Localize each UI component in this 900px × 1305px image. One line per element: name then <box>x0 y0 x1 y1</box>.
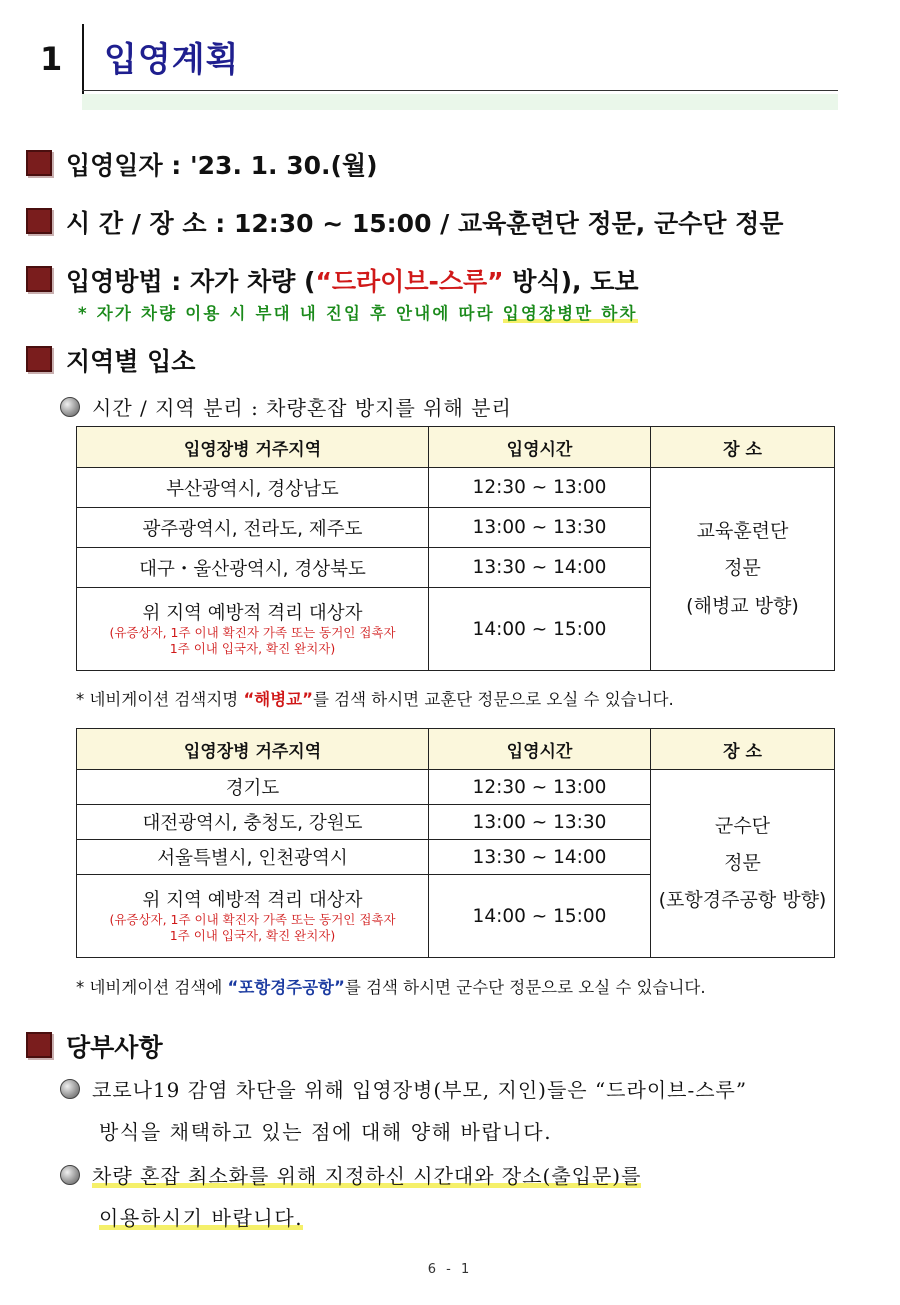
location-line-2: 정문 <box>724 851 761 874</box>
entry-table-1 <box>76 426 835 671</box>
region-title: 지역별 입소 <box>66 347 196 376</box>
item-region <box>26 342 195 378</box>
square-bullet-icon <box>26 208 52 234</box>
method-text: 입영방법 : 자가 차량 ( <box>66 267 316 296</box>
section-number: 1 <box>40 40 63 78</box>
item-notice <box>26 1028 163 1064</box>
region-cell: 광주광역시, 전라도, 제주도 <box>77 508 429 548</box>
table-header-row <box>77 729 835 770</box>
header-rule <box>82 90 838 91</box>
time-cell: 13:30 ~ 14:00 <box>429 548 651 588</box>
header-time: 입영시간 <box>429 729 651 770</box>
section-header <box>26 22 838 112</box>
footnote-2-pre: * 네비게이션 검색에 <box>76 978 228 997</box>
isolation-note-1: (유증상자, 1주 이내 확진자 가족 또는 동거인 접촉자 <box>109 911 396 927</box>
square-bullet-icon <box>26 1032 52 1058</box>
isolation-label: 위 지역 예방적 격리 대상자 <box>142 889 363 911</box>
notice-paragraph-2 <box>60 1160 641 1189</box>
footnote-1-keyword: “해병교” <box>243 690 313 709</box>
region-subtitle <box>60 392 512 421</box>
notice-paragraph-1 <box>60 1074 747 1103</box>
vehicle-note-highlight: 입영장병만 하차 <box>502 304 638 323</box>
location-line-2: 정문 <box>724 557 761 580</box>
circle-bullet-icon <box>60 397 80 417</box>
section-title: 입영계획 <box>104 40 240 80</box>
header-band <box>82 94 838 110</box>
region-cell: 경기도 <box>77 770 429 805</box>
table-row <box>77 770 835 805</box>
region-cell <box>77 875 429 958</box>
square-bullet-icon <box>26 346 52 372</box>
isolation-label: 위 지역 예방적 격리 대상자 <box>142 602 363 624</box>
time-place-text: 시 간 / 장 소 : 12:30 ~ 15:00 / 교육훈련단 정문, 군수단 정문 <box>66 209 784 238</box>
table-row <box>77 468 835 508</box>
time-cell: 13:00 ~ 13:30 <box>429 805 651 840</box>
header-location: 장 소 <box>651 729 835 770</box>
time-cell: 12:30 ~ 13:00 <box>429 770 651 805</box>
square-bullet-icon <box>26 150 52 176</box>
notice-p2-line2-wrap <box>99 1202 303 1231</box>
entry-table-2 <box>76 728 835 958</box>
region-cell: 부산광역시, 경상남도 <box>77 468 429 508</box>
table-header-row <box>77 427 835 468</box>
footnote-1 <box>76 686 674 710</box>
page-number: 6 - 1 <box>427 1262 473 1277</box>
item-date <box>26 146 378 182</box>
location-cell <box>651 770 835 958</box>
method-text-tail: 방식), 도보 <box>503 267 639 296</box>
notice-p1-line1: 코로나19 감염 차단을 위해 입영장병(부모, 지인)들은 “드라이브-스루” <box>92 1078 748 1102</box>
header-time: 입영시간 <box>429 427 651 468</box>
region-cell <box>77 588 429 671</box>
footnote-1-post: 를 검색 하시면 교훈단 정문으로 오실 수 있습니다. <box>312 690 674 709</box>
notice-p2-line2: 이용하시기 바랍니다. <box>99 1206 304 1230</box>
item-method <box>26 262 639 298</box>
circle-bullet-icon <box>60 1079 80 1099</box>
footnote-2-post: 를 검색 하시면 군수단 정문으로 오실 수 있습니다. <box>344 978 706 997</box>
header-region: 입영장병 거주지역 <box>77 427 429 468</box>
isolation-note-2: 1주 이내 입국자, 확진 완치자) <box>169 927 336 943</box>
time-cell: 14:00 ~ 15:00 <box>429 588 651 671</box>
footnote-2 <box>76 974 706 998</box>
notice-p1-line2: 방식을 채택하고 있는 점에 대해 양해 바랍니다. <box>99 1120 553 1144</box>
time-cell: 14:00 ~ 15:00 <box>429 875 651 958</box>
header-region: 입영장병 거주지역 <box>77 729 429 770</box>
location-line-3: (포항경주공항 방향) <box>658 889 827 912</box>
location-cell <box>651 468 835 671</box>
region-cell: 대전광역시, 충청도, 강원도 <box>77 805 429 840</box>
square-bullet-icon <box>26 266 52 292</box>
location-line-3: (해병교 방향) <box>686 594 799 617</box>
footnote-1-pre: * 네비게이션 검색지명 <box>76 690 244 709</box>
header-location: 장 소 <box>651 427 835 468</box>
isolation-note-1: (유증상자, 1주 이내 확진자 가족 또는 동거인 접촉자 <box>109 624 396 640</box>
header-divider <box>82 24 84 94</box>
region-subtitle-text: 시간 / 지역 분리 : 차량혼잡 방지를 위해 분리 <box>92 396 512 420</box>
time-cell: 13:30 ~ 14:00 <box>429 840 651 875</box>
vehicle-note <box>78 300 638 324</box>
drive-thru-label: “드라이브-스루” <box>315 267 504 296</box>
item-time-place <box>26 204 783 240</box>
circle-bullet-icon <box>60 1165 80 1185</box>
time-cell: 12:30 ~ 13:00 <box>429 468 651 508</box>
region-cell: 대구・울산광역시, 경상북도 <box>77 548 429 588</box>
location-line-1: 군수단 <box>714 814 771 837</box>
notice-title: 당부사항 <box>66 1033 163 1062</box>
notice-p2-line1: 차량 혼잡 최소화를 위해 지정하신 시간대와 장소(출입문)를 <box>92 1164 642 1188</box>
isolation-note-2: 1주 이내 입국자, 확진 완치자) <box>169 640 336 656</box>
time-cell: 13:00 ~ 13:30 <box>429 508 651 548</box>
vehicle-note-text: * 자가 차량 이용 시 부대 내 진입 후 안내에 따라 <box>78 304 503 323</box>
region-cell: 서울특별시, 인천광역시 <box>77 840 429 875</box>
location-line-1: 교육훈련단 <box>696 520 789 543</box>
date-text: 입영일자 : '23. 1. 30.(월) <box>66 151 378 180</box>
footnote-2-keyword: “포항경주공항” <box>227 978 345 997</box>
